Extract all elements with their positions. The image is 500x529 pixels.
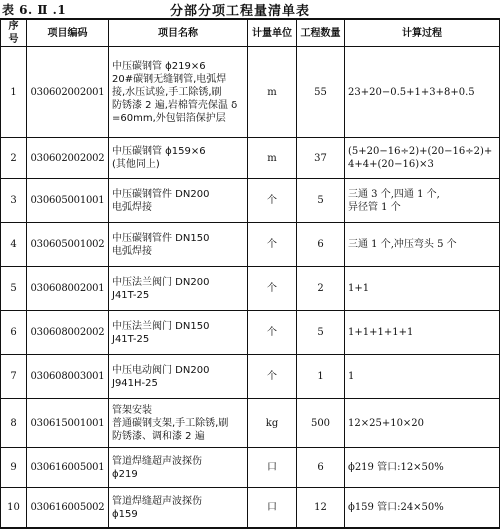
cell-calc-line: 异径管 1 个 — [348, 201, 401, 213]
cell-calc — [345, 267, 500, 311]
cell-calc — [345, 179, 500, 223]
header-calc: 计算过程 — [345, 19, 500, 47]
table-body — [1, 47, 500, 529]
cell-seq: 7 — [1, 355, 27, 399]
cell-code: 030616005002 — [27, 488, 109, 529]
table-row — [1, 311, 500, 355]
cell-name-line: 防锈漆、调和漆 2 遍 — [112, 430, 205, 442]
cell-seq: 5 — [1, 267, 27, 311]
cell-unit: m — [248, 47, 297, 138]
cell-calc-line: 23+20−0.5+1+3+8+0.5 — [348, 86, 475, 98]
cell-name-line: 普通碳钢支架,手工除锈,刷 — [112, 417, 229, 429]
cell-name — [109, 355, 248, 399]
cell-seq: 3 — [1, 179, 27, 223]
cell-calc — [345, 399, 500, 448]
cell-name-line: J41T-25 — [112, 289, 150, 301]
cell-qty: 6 — [297, 223, 345, 267]
cell-qty: 1 — [297, 355, 345, 399]
header-seq: 序号 — [1, 19, 27, 47]
cell-calc-line: 三通 1 个,冲压弯头 5 个 — [348, 239, 457, 250]
cell-name-line: 电弧焊接 — [112, 245, 152, 257]
cell-name-line: 管道焊缝超声波探伤 — [112, 495, 202, 507]
table-row — [1, 448, 500, 488]
cell-calc-line: 12×25+10×20 — [348, 417, 425, 429]
header-qty: 工程数量 — [297, 19, 345, 47]
cell-calc — [345, 311, 500, 355]
cell-name-line: J941H-25 — [112, 377, 158, 389]
cell-qty: 6 — [297, 448, 345, 488]
cell-unit: 个 — [248, 355, 297, 399]
cell-calc — [345, 488, 500, 529]
cell-name-line: 中压电动阀门 DN200 — [112, 364, 210, 376]
cell-calc-line: 4+4+(20−16)×3 — [348, 159, 434, 170]
cell-name — [109, 138, 248, 179]
cell-unit: 个 — [248, 179, 297, 223]
cell-unit: kg — [248, 399, 297, 448]
cell-code: 030608003001 — [27, 355, 109, 399]
cell-name-line: 防锈漆 2 遍,岩棉管壳保温 δ — [112, 99, 238, 111]
cell-unit: m — [248, 138, 297, 179]
cell-unit: 口 — [248, 448, 297, 488]
cell-qty: 5 — [297, 311, 345, 355]
table-header-row — [1, 19, 500, 47]
cell-name — [109, 223, 248, 267]
cell-seq: 10 — [1, 488, 27, 529]
cell-qty: 500 — [297, 399, 345, 448]
header-name: 项目名称 — [109, 19, 248, 47]
cell-name — [109, 311, 248, 355]
cell-code: 030608002001 — [27, 267, 109, 311]
header-code: 项目编码 — [27, 19, 109, 47]
cell-calc-line: 1+1+1+1+1 — [348, 327, 414, 338]
cell-seq: 6 — [1, 311, 27, 355]
cell-calc-line: ϕ159 管口:24×50% — [348, 502, 444, 513]
cell-seq: 8 — [1, 399, 27, 448]
cell-calc-line: (5+20−16÷2)+(20−16÷2)+ — [348, 146, 493, 157]
cell-name-line: 中压碳钢管 ϕ219×6 — [112, 60, 206, 72]
cell-calc-line: 三通 3 个,四通 1 个, — [348, 188, 440, 200]
cell-name-line: 中压碳钢管件 DN150 — [112, 232, 210, 244]
cell-name-line: 管道焊缝超声波探伤 — [112, 455, 202, 467]
cell-qty: 55 — [297, 47, 345, 138]
cell-name-line: ϕ219 — [112, 468, 138, 480]
cell-name-line: 20#碳钢无缝钢管,电弧焊 — [112, 73, 227, 85]
cell-code: 030605001002 — [27, 223, 109, 267]
table-row — [1, 355, 500, 399]
cell-qty: 37 — [297, 138, 345, 179]
cell-code: 030616005001 — [27, 448, 109, 488]
cell-name — [109, 399, 248, 448]
cell-code: 030605001001 — [27, 179, 109, 223]
cell-calc — [345, 223, 500, 267]
cell-unit: 个 — [248, 267, 297, 311]
cell-name-line: 中压碳钢管件 DN200 — [112, 188, 210, 200]
cell-qty: 5 — [297, 179, 345, 223]
cell-name-line: 管架安装 — [112, 404, 152, 416]
table-label: 表 6. Ⅱ .1 — [2, 3, 67, 17]
cell-seq: 9 — [1, 448, 27, 488]
table-row — [1, 267, 500, 311]
cell-name-line: 中压法兰阀门 DN150 — [112, 320, 210, 332]
cell-qty: 12 — [297, 488, 345, 529]
cell-name-line: 接,水压试验,手工除锈,刷 — [112, 86, 222, 98]
bill-of-quantities-table — [0, 18, 500, 529]
cell-code: 030608002002 — [27, 311, 109, 355]
cell-code: 030602002002 — [27, 138, 109, 179]
cell-name — [109, 179, 248, 223]
page-header — [0, 0, 500, 17]
header-unit: 计量单位 — [248, 19, 297, 47]
cell-name-line: 中压法兰阀门 DN200 — [112, 276, 210, 288]
table-row — [1, 138, 500, 179]
cell-calc — [345, 47, 500, 138]
cell-unit: 个 — [248, 311, 297, 355]
cell-unit: 个 — [248, 223, 297, 267]
cell-calc-line: 1 — [348, 371, 355, 382]
cell-seq: 1 — [1, 47, 27, 138]
table-row — [1, 179, 500, 223]
cell-seq: 4 — [1, 223, 27, 267]
cell-calc — [345, 138, 500, 179]
cell-calc-line: ϕ219 管口:12×50% — [348, 462, 444, 473]
table-title: 分部分项工程量清单表 — [170, 4, 311, 19]
cell-code: 030602002001 — [27, 47, 109, 138]
cell-name-line: 电弧焊接 — [112, 201, 152, 213]
table-row — [1, 399, 500, 448]
cell-name-line: 中压碳钢管 ϕ159×6 — [112, 146, 206, 157]
table-row — [1, 47, 500, 138]
cell-qty: 2 — [297, 267, 345, 311]
cell-name — [109, 488, 248, 529]
cell-name-line: ϕ159 — [112, 508, 138, 520]
cell-name — [109, 448, 248, 488]
cell-name — [109, 47, 248, 138]
cell-calc-line: 1+1 — [348, 283, 370, 294]
cell-name-line: =60mm,外包铝箔保护层 — [112, 112, 226, 124]
cell-name-line: J41T-25 — [112, 333, 150, 345]
table-row — [1, 223, 500, 267]
cell-calc — [345, 355, 500, 399]
table-row — [1, 488, 500, 529]
cell-seq: 2 — [1, 138, 27, 179]
cell-unit: 口 — [248, 488, 297, 529]
cell-name-line: (其他同上) — [112, 159, 160, 170]
cell-calc — [345, 448, 500, 488]
cell-code: 030615001001 — [27, 399, 109, 448]
cell-name — [109, 267, 248, 311]
